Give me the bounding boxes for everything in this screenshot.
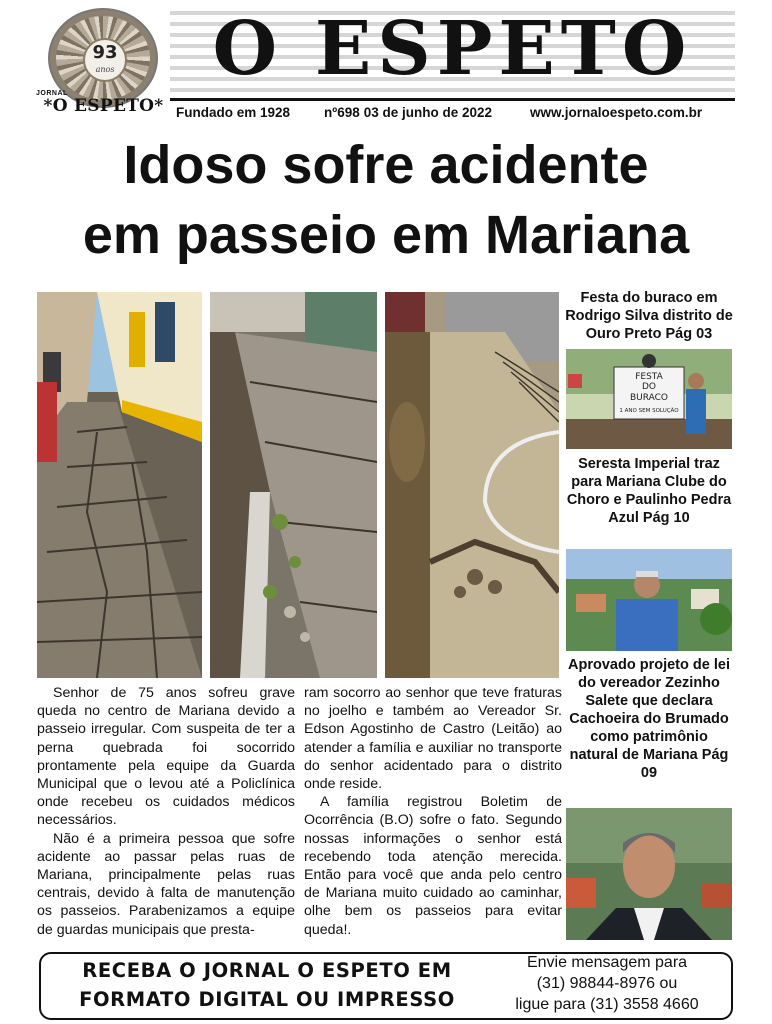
sidebar-story-3-title[interactable]: Aprovado projeto de lei do vereador Zezinho Salete que declara Cachoeira do Brumado como patrimônio natural de Mariana Pág 09: [568, 657, 730, 781]
cta-line-1: RECEBA O JORNAL O ESPETO EM: [82, 959, 452, 982]
sign-text-3: BURACO: [629, 393, 669, 403]
cta-line-2: FORMATO DIGITAL OU IMPRESSO: [79, 988, 455, 1011]
article-column-1: [37, 684, 295, 939]
contact-line-1: Envie mensagem para: [526, 954, 688, 971]
subscription-call-to-action: [52, 956, 482, 1014]
anniversary-badge-logo: [36, 8, 171, 126]
headline-line-2: em passeio em Mariana: [82, 205, 690, 265]
article-paragraph: Senhor de 75 anos sofreu grave queda no centro de Mariana devido a passeio irregular. Com suspeita de ter a perna quebrada foi socorrido prontamente pela equipe da Guarda Municipal que o levou até a Policlínica onde recebeu os cuidados médicos necessários.: [37, 685, 295, 829]
issue-date: 03 de junho de 2022: [363, 105, 493, 120]
article-paragraph: ram socorro ao senhor que teve fraturas no joelho e também ao Vereador Sr. Edson Agostinho de Castro (Leitão) ao atender a família e auxiliar no transporte do senhor acidentado para o distrito onde reside.: [304, 685, 562, 793]
sign-text-1: FESTA: [635, 372, 663, 382]
masthead-info-bar: [170, 98, 735, 124]
issue-number: nº698: [324, 105, 360, 120]
article-paragraph: Não é a primeira pessoa que sofre acidente ao passar pelas ruas de Mariana, principalmente pelas ruas centrais, devido à falta de manutenção os passeios. Parabenizamos a equipe de guardas municipais que presta-: [37, 830, 295, 938]
article-paragraph: A família registrou Boletim de Ocorrência (B.O) sofre o fato. Segundo nossas informações o senhor está recebendo toda atenção merecida. Então para você que anda pelo centro de Mariana muito cuidado ao caminhar, olhe bem os passeios para evitar queda!.: [304, 794, 562, 938]
badge-newspaper-name: *O ESPETO*: [43, 96, 164, 116]
masthead: [0, 0, 772, 130]
sidebar-story-1-title[interactable]: Festa do buraco em Rodrigo Silva distrito de Ouro Preto Pág 03: [565, 290, 733, 342]
contact-info: [492, 952, 722, 1015]
contact-phone-landline[interactable]: ligue para (31) 3558 4660: [515, 996, 699, 1013]
founded-text: Fundado em 1928: [176, 105, 291, 120]
badge-jornal-label: JORNAL: [36, 90, 68, 97]
sign-text-4: 1 ANO SEM SOLUÇÃO: [619, 408, 679, 414]
badge-years-number: 93: [92, 42, 118, 63]
sidebar-photo-buraco: [566, 349, 732, 449]
sidebar-story-2-title[interactable]: Seresta Imperial traz para Mariana Clube do Choro e Paulinho Pedra Azul Pág 10: [566, 456, 732, 526]
badge-years-label: anos: [95, 65, 115, 74]
article-column-2: [304, 684, 562, 939]
street-photo-2: [210, 292, 377, 678]
issue-info: [324, 105, 496, 120]
headline-line-1: Idoso sofre acidente: [123, 135, 649, 195]
street-photo-3: [385, 292, 559, 678]
contact-phone-whatsapp[interactable]: (31) 98844-8976 ou: [536, 975, 678, 992]
main-headline: [20, 130, 752, 270]
newspaper-title: O ESPETO: [212, 6, 693, 92]
sidebar-photo-vereador: [566, 808, 732, 940]
website-link[interactable]: www.jornaloespeto.com.br: [530, 105, 703, 120]
sidebar-photo-seresta: [566, 549, 732, 651]
street-photo-1: [37, 292, 202, 678]
sign-text-2: DO: [641, 382, 657, 392]
